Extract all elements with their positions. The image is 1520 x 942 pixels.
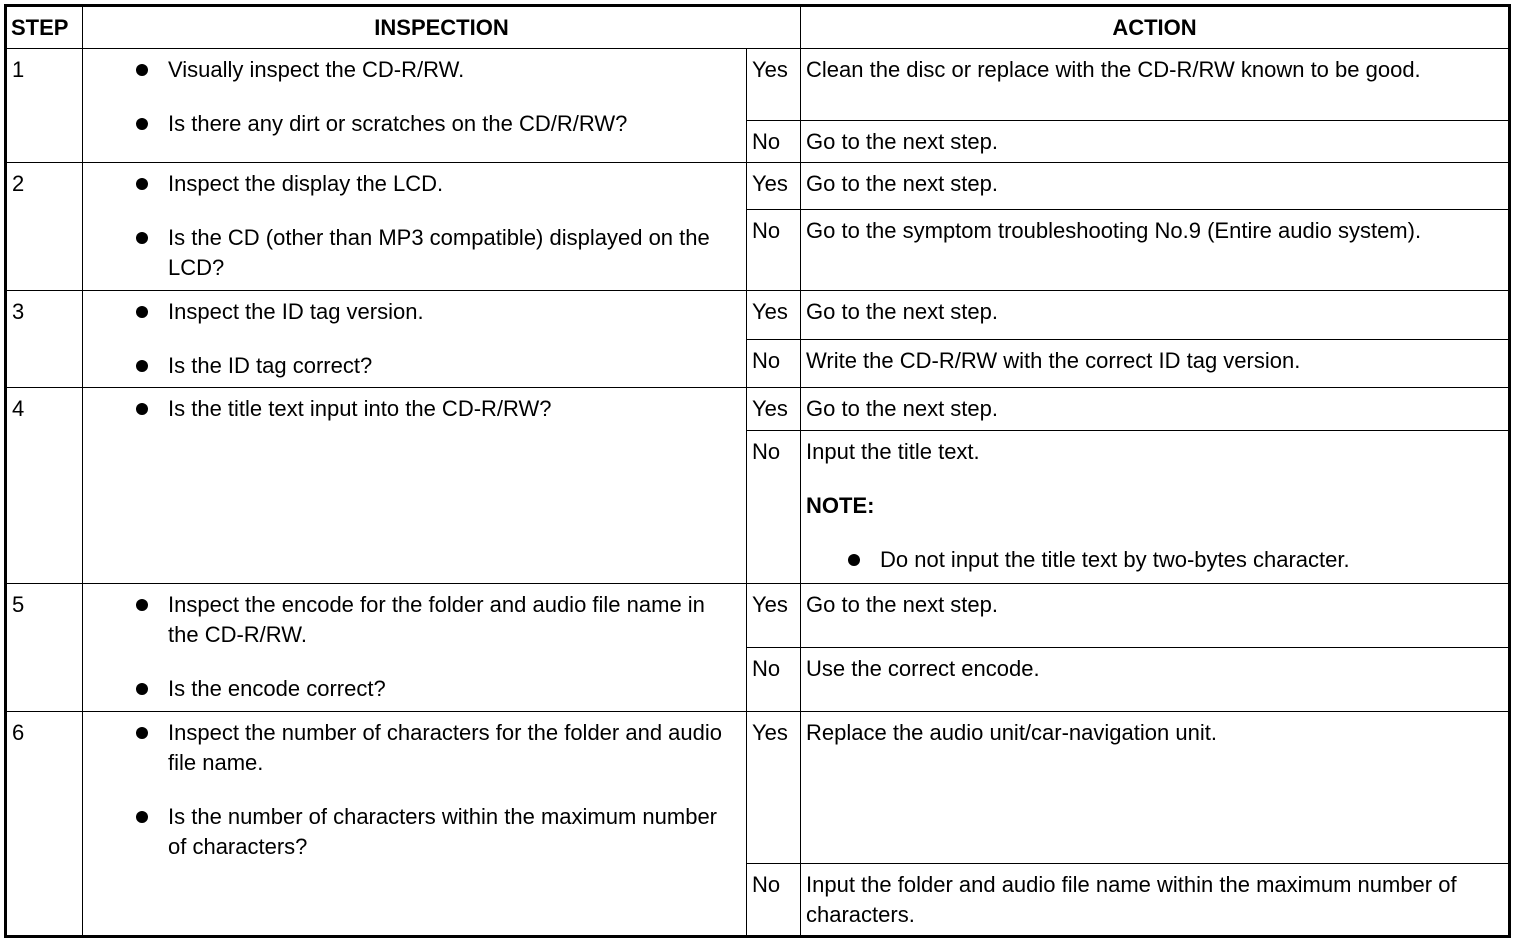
- bullet-icon: [136, 403, 148, 415]
- bullet-icon: [136, 118, 148, 130]
- header-action: ACTION: [801, 7, 1509, 49]
- yes-label: Yes: [747, 583, 801, 647]
- note-title: NOTE:: [806, 493, 875, 519]
- yes-label: Yes: [747, 711, 801, 863]
- yes-label: Yes: [747, 49, 801, 121]
- inspection-cell: [83, 49, 747, 163]
- no-label: No: [747, 210, 801, 291]
- bullet-icon: [136, 178, 148, 190]
- no-action: Use the correct encode.: [801, 647, 1509, 711]
- no-label: No: [747, 340, 801, 388]
- bullet-icon: [136, 599, 148, 611]
- yes-action: Go to the next step.: [801, 583, 1509, 647]
- no-label: No: [747, 863, 801, 935]
- inspection-cell: [83, 388, 747, 583]
- no-label: No: [747, 431, 801, 583]
- bullet-icon: [136, 306, 148, 318]
- inspection-cell: [83, 711, 747, 935]
- inspection-item: Inspect the display the LCD.: [136, 169, 741, 199]
- troubleshooting-table: [6, 6, 1509, 936]
- step-number: 3: [7, 291, 83, 388]
- step-number: 1: [7, 49, 83, 163]
- no-action: Input the title text.: [806, 439, 980, 465]
- table-row: [7, 583, 1509, 647]
- note-item: Do not input the title text by two-bytes character.: [848, 545, 1503, 575]
- yes-action: Go to the next step.: [801, 388, 1509, 431]
- no-action-cell: [801, 431, 1509, 583]
- yes-action: Replace the audio unit/car-navigation unit.: [801, 711, 1509, 863]
- inspection-item: Is the CD (other than MP3 compatible) displayed on the LCD?: [136, 223, 741, 283]
- table-row: [7, 291, 1509, 340]
- inspection-item: Visually inspect the CD-R/RW.: [136, 55, 741, 85]
- header-inspection: INSPECTION: [83, 7, 801, 49]
- yes-action: Go to the next step.: [801, 291, 1509, 340]
- no-label: No: [747, 647, 801, 711]
- step-number: 2: [7, 163, 83, 291]
- inspection-item: Is the title text input into the CD-R/RW?: [136, 394, 741, 424]
- inspection-item: Is there any dirt or scratches on the CD/R/RW?: [136, 109, 741, 139]
- yes-action: Clean the disc or replace with the CD-R/RW known to be good.: [801, 49, 1509, 121]
- inspection-item: Inspect the ID tag version.: [136, 297, 741, 327]
- no-label: No: [747, 121, 801, 163]
- yes-label: Yes: [747, 291, 801, 340]
- bullet-icon: [136, 64, 148, 76]
- inspection-item: Is the number of characters within the maximum number of characters?: [136, 802, 741, 862]
- no-action: Go to the symptom troubleshooting No.9 (Entire audio system).: [801, 210, 1509, 291]
- bullet-icon: [136, 683, 148, 695]
- no-action: Write the CD-R/RW with the correct ID tag version.: [801, 340, 1509, 388]
- no-action: Input the folder and audio file name within the maximum number of characters.: [801, 863, 1509, 935]
- inspection-item: Inspect the encode for the folder and audio file name in the CD-R/RW.: [136, 590, 741, 650]
- table-row: [7, 711, 1509, 863]
- yes-action: Go to the next step.: [801, 163, 1509, 210]
- yes-label: Yes: [747, 163, 801, 210]
- bullet-icon: [136, 727, 148, 739]
- table-row: [7, 388, 1509, 431]
- step-number: 5: [7, 583, 83, 711]
- inspection-cell: [83, 163, 747, 291]
- inspection-item: Is the ID tag correct?: [136, 351, 741, 381]
- yes-label: Yes: [747, 388, 801, 431]
- table-row: [7, 49, 1509, 121]
- bullet-icon: [136, 360, 148, 372]
- header-row: [7, 7, 1509, 49]
- inspection-item: Inspect the number of characters for the folder and audio file name.: [136, 718, 741, 778]
- bullet-icon: [136, 232, 148, 244]
- bullet-icon: [136, 811, 148, 823]
- header-step: STEP: [7, 7, 83, 49]
- inspection-cell: [83, 291, 747, 388]
- bullet-icon: [848, 554, 860, 566]
- no-action: Go to the next step.: [801, 121, 1509, 163]
- step-number: 4: [7, 388, 83, 583]
- inspection-item: Is the encode correct?: [136, 674, 741, 704]
- step-number: 6: [7, 711, 83, 935]
- inspection-cell: [83, 583, 747, 711]
- table-row: [7, 163, 1509, 210]
